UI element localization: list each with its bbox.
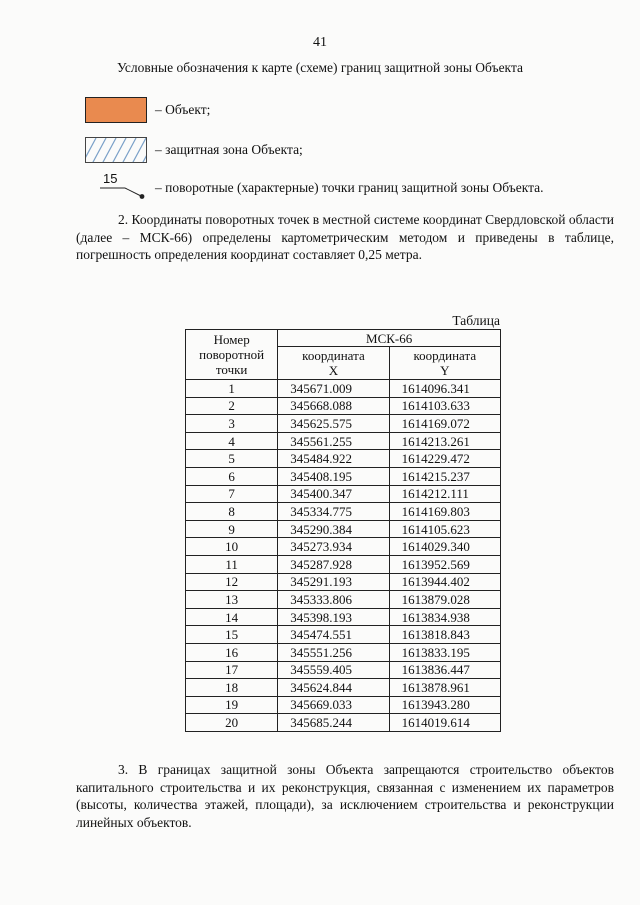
table-row (186, 485, 501, 503)
point-number-cell: 19 (186, 696, 278, 714)
coordinate-y-cell: 1613833.195 (389, 643, 500, 661)
coordinate-x-cell: 345290.384 (278, 520, 389, 538)
point-number-cell: 17 (186, 661, 278, 679)
legend-label-object: – Объект; (155, 102, 211, 117)
coordinate-x-cell: 345559.405 (278, 661, 389, 679)
coordinate-x-cell: 345484.922 (278, 450, 389, 468)
coordinate-y-cell: 1613879.028 (389, 591, 500, 609)
coordinate-x-cell: 345287.928 (278, 555, 389, 573)
table-row (186, 432, 501, 450)
paragraph-restrictions: 3. В границах защитной зоны Объекта запрещаются строительство объектов капитального строительства и их реконструкция, связанная с изменением их параметров (высоты, количества этажей, площади), за исключением строительства и реконструкции линейных объектов. (76, 762, 614, 830)
page-number: 41 (313, 35, 327, 50)
point-number-cell: 3 (186, 415, 278, 433)
coordinate-y-cell: 1613944.402 (389, 573, 500, 591)
table-row (186, 643, 501, 661)
coordinate-x-cell: 345625.575 (278, 415, 389, 433)
coordinate-x-cell: 345624.844 (278, 679, 389, 697)
point-number-cell: 20 (186, 714, 278, 732)
coordinate-y-cell: 1613943.280 (389, 696, 500, 714)
coordinate-x-cell: 345273.934 (278, 538, 389, 556)
point-number-cell: 12 (186, 573, 278, 591)
coordinate-x-cell: 345669.033 (278, 696, 389, 714)
coordinate-y-cell: 1614229.472 (389, 450, 500, 468)
turning-point-icon (85, 171, 147, 201)
table-row (186, 696, 501, 714)
table-row (186, 555, 501, 573)
point-number-cell: 18 (186, 679, 278, 697)
coordinate-x-cell: 345671.009 (278, 380, 389, 398)
coordinate-y-cell: 1613836.447 (389, 661, 500, 679)
coordinate-y-cell: 1614213.261 (389, 432, 500, 450)
legend-item-object (85, 97, 210, 123)
point-number-cell: 14 (186, 608, 278, 626)
point-number-cell: 10 (186, 538, 278, 556)
legend-label-zone: – защитная зона Объекта; (155, 142, 303, 157)
table-row (186, 608, 501, 626)
coordinate-y-cell: 1613834.938 (389, 608, 500, 626)
coordinate-y-cell: 1614169.803 (389, 503, 500, 521)
table-row (186, 520, 501, 538)
point-number-cell: 13 (186, 591, 278, 609)
point-number-cell: 2 (186, 397, 278, 415)
coordinate-x-cell: 345334.775 (278, 503, 389, 521)
coordinate-x-cell: 345685.244 (278, 714, 389, 732)
point-number-cell: 16 (186, 643, 278, 661)
table-row (186, 467, 501, 485)
table-row (186, 626, 501, 644)
coordinate-x-cell: 345408.195 (278, 467, 389, 485)
coordinate-x-cell: 345291.193 (278, 573, 389, 591)
coordinate-y-cell: 1614096.341 (389, 380, 500, 398)
point-number-cell: 4 (186, 432, 278, 450)
coordinate-y-cell: 1613818.843 (389, 626, 500, 644)
header-coordinate-y: координата Y (389, 347, 500, 380)
table-row (186, 397, 501, 415)
legend-label-points: – поворотные (характерные) точки границ защитной зоны Объекта. (155, 180, 544, 195)
point-number-cell: 9 (186, 520, 278, 538)
coordinate-y-cell: 1614103.633 (389, 397, 500, 415)
coordinate-x-cell: 345400.347 (278, 485, 389, 503)
coordinate-y-cell: 1614169.072 (389, 415, 500, 433)
turning-point-number: 15 (103, 171, 118, 186)
point-number-cell: 8 (186, 503, 278, 521)
table-row (186, 415, 501, 433)
header-msk66: МСК-66 (278, 330, 501, 347)
coordinate-y-cell: 1614019.614 (389, 714, 500, 732)
coordinate-y-cell: 1613878.961 (389, 679, 500, 697)
coordinate-y-cell: 1614215.237 (389, 467, 500, 485)
table-row (186, 679, 501, 697)
legend-item-protective-zone (85, 137, 303, 163)
table-row (186, 591, 501, 609)
table-row (186, 661, 501, 679)
table-caption: Таблица (452, 313, 500, 328)
header-coordinate-x: координата X (278, 347, 389, 380)
paragraph-coordinates: 2. Координаты поворотных точек в местной системе координат Свердловской области (далее – МСК-66) определены картометрическим методом и приведены в таблице, погрешность определения координат составляет 0,25 метра. (76, 212, 614, 262)
coordinates-table (185, 329, 501, 732)
table-row (186, 538, 501, 556)
hatched-zone-icon (85, 137, 147, 163)
coordinate-y-cell: 1614212.111 (389, 485, 500, 503)
point-number-cell: 5 (186, 450, 278, 468)
coordinate-x-cell: 345398.193 (278, 608, 389, 626)
coordinate-y-cell: 1614105.623 (389, 520, 500, 538)
table-row (186, 714, 501, 732)
coordinate-x-cell: 345551.256 (278, 643, 389, 661)
coordinate-y-cell: 1613952.569 (389, 555, 500, 573)
legend-title: Условные обозначения к карте (схеме) границ защитной зоны Объекта (117, 60, 523, 75)
coordinate-x-cell: 345333.806 (278, 591, 389, 609)
table-row (186, 380, 501, 398)
object-symbol-icon (85, 97, 147, 123)
point-number-cell: 6 (186, 467, 278, 485)
table-row (186, 503, 501, 521)
point-number-cell: 11 (186, 555, 278, 573)
point-number-cell: 7 (186, 485, 278, 503)
coordinate-x-cell: 345561.255 (278, 432, 389, 450)
header-point-number: Номер поворотной точки (186, 330, 278, 380)
point-number-cell: 15 (186, 626, 278, 644)
legend-item-turning-point (85, 171, 544, 201)
coordinate-x-cell: 345668.088 (278, 397, 389, 415)
point-number-cell: 1 (186, 380, 278, 398)
coordinate-x-cell: 345474.551 (278, 626, 389, 644)
table-row (186, 450, 501, 468)
table-row (186, 573, 501, 591)
coordinate-y-cell: 1614029.340 (389, 538, 500, 556)
